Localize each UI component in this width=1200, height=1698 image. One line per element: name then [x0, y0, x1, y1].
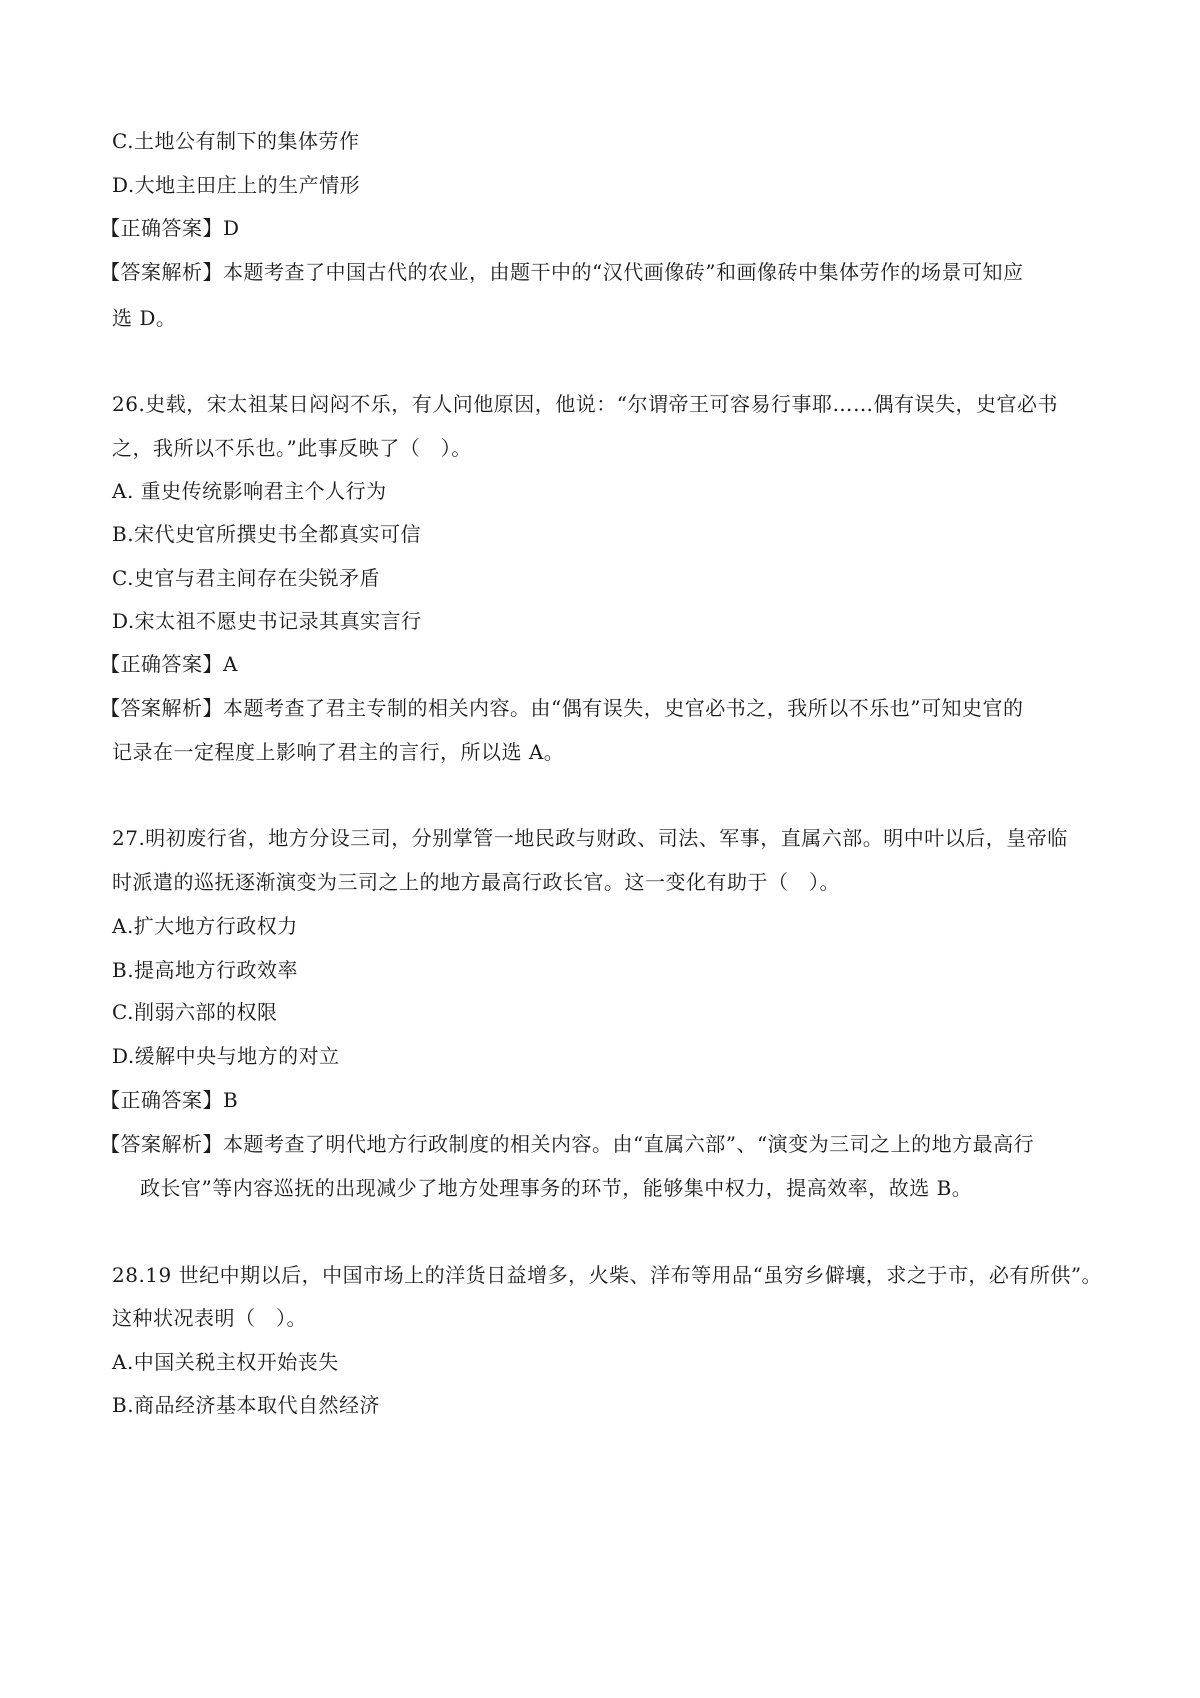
q28-stem-line1: 28.19 世纪中期以后，中国市场上的洋货日益增多，火柴、洋布等用品“虽穷乡僻壤，求之于市，必有所供”。: [112, 1263, 1103, 1287]
q25-analysis-line1: 【答案解析】本题考查了中国古代的农业，由题干中的“汉代画像砖”和画像砖中集体劳作的场景可知应: [100, 260, 1024, 284]
q26-stem-line1: 26.史载，宋太祖某日闷闷不乐，有人问他原因，他说：“尔谓帝王可容易行事耶……偶有误失，史官必书: [112, 392, 1059, 416]
q26-answer: 【正确答案】A: [100, 652, 238, 676]
q27-analysis-line2: 政长官”等内容巡抚的出现减少了地方处理事务的环节，能够集中权力，提高效率，故选 B。: [140, 1176, 973, 1200]
q27-option-a: A.扩大地方行政权力: [112, 914, 298, 938]
q28-stem-line2: 这种状况表明（ ）。: [112, 1306, 307, 1330]
q26-option-a: A. 重史传统影响君主个人行为: [112, 479, 387, 503]
q25-option-d: D.大地主田庄上的生产情形: [112, 173, 361, 197]
q26-option-c: C.史官与君主间存在尖锐矛盾: [112, 566, 380, 590]
q26-analysis-line2: 记录在一定程度上影响了君主的言行，所以选 A。: [112, 740, 565, 764]
q27-option-d: D.缓解中央与地方的对立: [112, 1044, 340, 1068]
q25-analysis-line2: 选 D。: [112, 306, 177, 330]
q28-option-a: A.中国关税主权开始丧失: [112, 1350, 339, 1374]
q26-option-d: D.宋太祖不愿史书记录其真实言行: [112, 609, 422, 633]
q25-answer: 【正确答案】D: [100, 216, 240, 240]
q28-option-b: B.商品经济基本取代自然经济: [112, 1393, 381, 1417]
q27-option-c: C.削弱六部的权限: [112, 1000, 278, 1024]
q27-analysis-line1: 【答案解析】本题考查了明代地方行政制度的相关内容。由“直属六部”、“演变为三司之上的地方最高行: [100, 1132, 1035, 1156]
q27-option-b: B.提高地方行政效率: [112, 958, 299, 982]
q25-option-c: C.土地公有制下的集体劳作: [112, 129, 360, 153]
q26-analysis-line1: 【答案解析】本题考查了君主专制的相关内容。由“偶有误失，史官必书之，我所以不乐也”可知史官的: [100, 696, 1024, 720]
q26-stem-line2: 之，我所以不乐也。”此事反映了（ ）。: [112, 436, 472, 460]
q27-stem-line1: 27.明初废行省，地方分设三司，分别掌管一地民政与财政、司法、军事，直属六部。明中叶以后，皇帝临: [112, 826, 1068, 850]
q27-stem-line2: 时派遣的巡抚逐渐演变为三司之上的地方最高行政长官。这一变化有助于（ ）。: [112, 870, 840, 894]
q26-option-b: B.宋代史官所撰史书全都真实可信: [112, 522, 422, 546]
q27-answer: 【正确答案】B: [100, 1088, 239, 1112]
